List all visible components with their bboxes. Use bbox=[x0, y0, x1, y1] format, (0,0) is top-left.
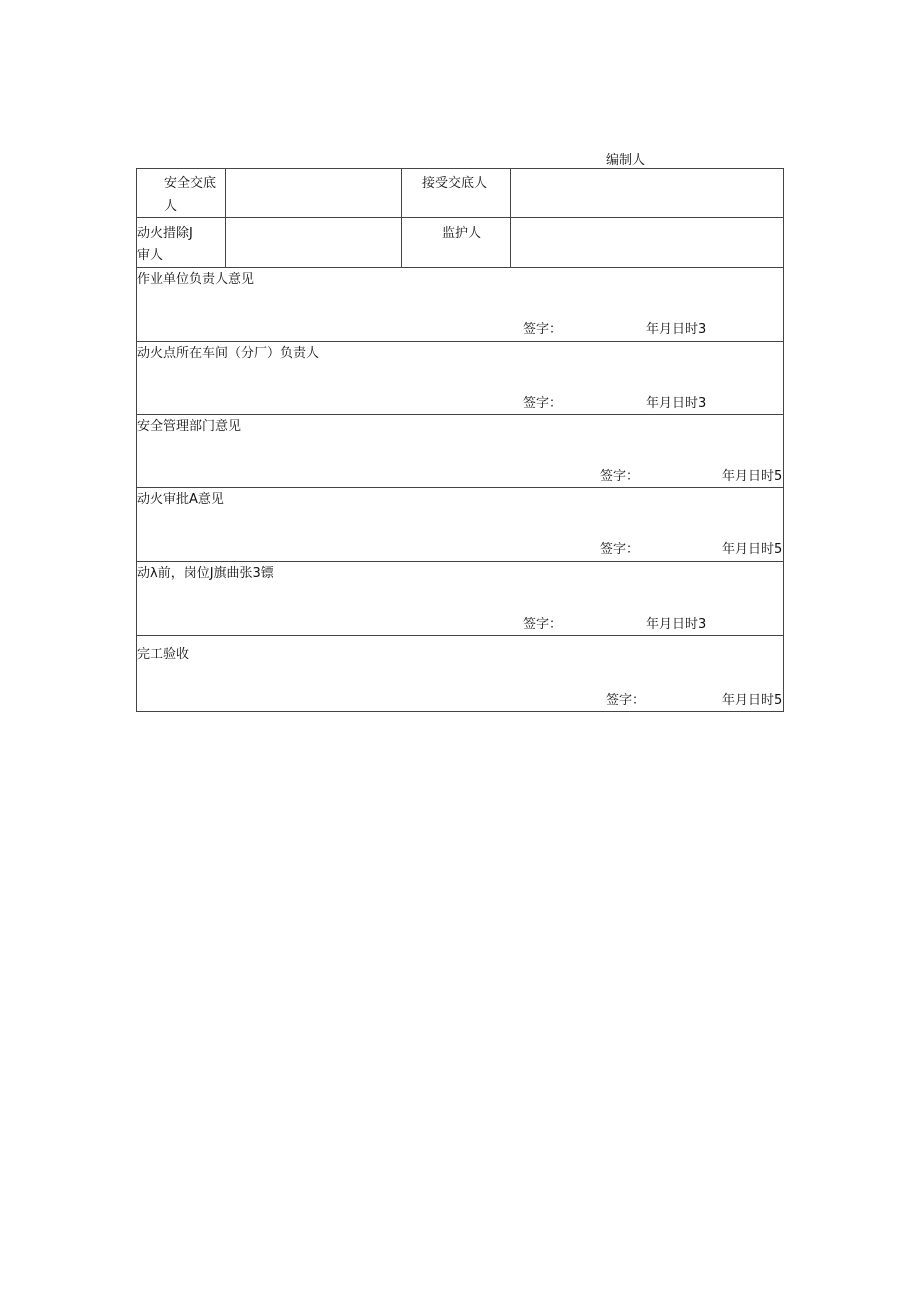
signature-label: 签字： bbox=[523, 617, 563, 632]
fire-measures-reviewer-label-line1: 动火措除J bbox=[137, 226, 193, 241]
fire-measures-reviewer-label-line2: 审人 bbox=[137, 248, 164, 263]
table-divider bbox=[136, 267, 784, 268]
signature-label: 签字： bbox=[523, 322, 563, 337]
safety-briefer-label-line2: 人 bbox=[164, 199, 178, 214]
signature-label: 签字： bbox=[606, 693, 646, 708]
section-title: 动λ前，岗位J旗曲张3镖 bbox=[137, 566, 274, 581]
table-border-bottom bbox=[136, 711, 784, 712]
hot-work-permit-form bbox=[136, 168, 784, 712]
section-title: 安全管理部门意见 bbox=[137, 419, 242, 434]
date-label: 年月日时3 bbox=[646, 617, 707, 632]
signature-label: 签字： bbox=[523, 396, 563, 411]
table-border-top bbox=[136, 168, 784, 169]
date-label: 年月日时3 bbox=[646, 396, 707, 411]
date-label: 年月日时5 bbox=[722, 469, 783, 484]
signature-label: 签字： bbox=[600, 469, 640, 484]
table-divider bbox=[136, 561, 784, 562]
section-title: 动火点所在车间（分厂）负责人 bbox=[137, 346, 320, 361]
table-divider bbox=[136, 341, 784, 342]
section-title: 动火审批A意见 bbox=[137, 492, 224, 507]
date-label: 年月日时5 bbox=[722, 542, 783, 557]
table-divider bbox=[136, 217, 784, 218]
section-title: 完工验收 bbox=[137, 647, 190, 662]
editor-label: 编制人 bbox=[606, 153, 646, 168]
table-divider bbox=[401, 168, 402, 267]
date-label: 年月日时3 bbox=[646, 322, 707, 337]
table-divider bbox=[510, 168, 511, 267]
table-border-right bbox=[783, 168, 784, 712]
table-divider bbox=[136, 414, 784, 415]
briefing-receiver-label: 接受交底人 bbox=[422, 176, 488, 191]
section-title: 作业单位负责人意见 bbox=[137, 272, 255, 287]
signature-label: 签字： bbox=[600, 542, 640, 557]
date-label: 年月日时5 bbox=[722, 693, 783, 708]
guardian-label: 监护人 bbox=[442, 226, 482, 241]
table-divider bbox=[136, 635, 784, 636]
table-divider bbox=[225, 168, 226, 267]
table-divider bbox=[136, 487, 784, 488]
safety-briefer-label-line1: 安全交底 bbox=[164, 176, 217, 191]
